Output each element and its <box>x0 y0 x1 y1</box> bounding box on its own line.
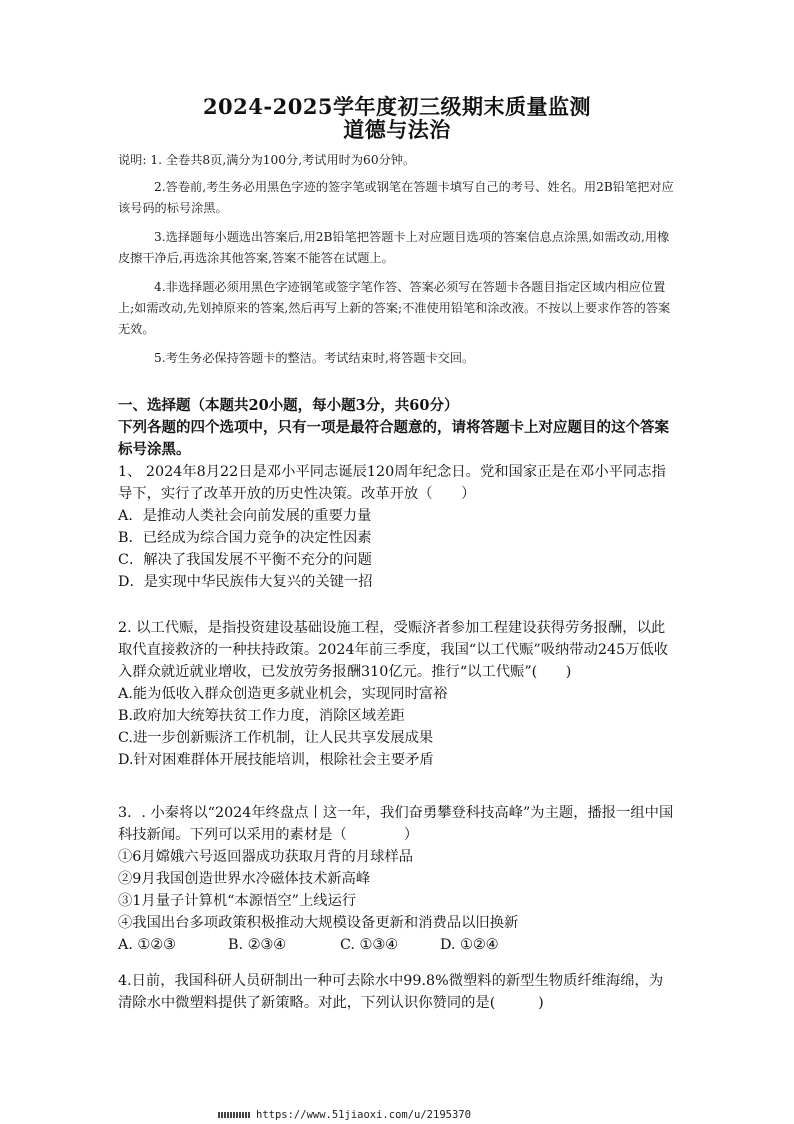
subject-title: 道德与法治 <box>343 117 451 142</box>
option-d: D. ①②④ <box>440 937 499 953</box>
exam-title: 2024-2025学年度初三级期末质量监测 <box>202 94 592 119</box>
question-3 <box>118 802 674 956</box>
option-a: A.能为低收入群众创造更多就业机会，实现同时富裕 <box>118 686 448 702</box>
question-stem: 1、 2024年8月22日是邓小平同志诞辰120周年纪念日。党和国家正是在邓小平同志指导下，实行了改革开放的历史性决策。改革开放（ ） <box>118 464 666 502</box>
note-4: 4.非选择题必须用黑色字迹钢笔或签字笔作答、答案必须写在答题卡各题目指定区域内相应位置上;如需改动,先划掉原来的答案,然后再写上新的答案;不准使用铅笔和涂改液。不按以上要求作答的答案无效。 <box>118 280 671 336</box>
question-stem: 4.日前，我国科研人员研制出一种可去除水中99.8%微塑料的新型生物质纤维海绵，为清除水中微塑料提供了新策略。对此，下列认识你赞同的是( ) <box>118 973 664 1011</box>
note-1: 说明: 1. 全卷共8页,满分为100分,考试用时为60分钟。 <box>118 153 416 167</box>
section-heading: 一、选择题（本题共20小题，每小题3分，共60分） <box>118 397 459 414</box>
question-2 <box>118 617 674 771</box>
instructions-block <box>118 150 678 369</box>
site-logo-icon <box>218 1112 250 1118</box>
option-b: B．已经成为综合国力竞争的决定性因素 <box>118 530 372 546</box>
option-d: D.针对困难群体开展技能培训，根除社会主要矛盾 <box>118 752 434 768</box>
material-item-3: ③1月量子计算机“本源悟空”上线运行 <box>118 893 357 909</box>
option-a: A. ①②③ <box>118 937 176 953</box>
options-row <box>118 934 674 956</box>
material-item-1: ①6月嫦娥六号返回器成功获取月背的月球样品 <box>118 849 414 865</box>
question-stem: 2. 以工代赈，是指投资建设基础设施工程，受赈济者参加工程建设获得劳务报酬，以此取代直接救济的一种扶持政策。2024年前三季度，我国“以工代赈”吸纳带动245万低收入群众就近就业增收，已发放劳务报酬310亿元。推行“以工代赈”( ) <box>118 620 669 680</box>
option-c: C. ①③④ <box>340 937 398 953</box>
note-2: 2.答卷前,考生务必用黑色字迹的签字笔或钢笔在答题卡填写自己的考号、姓名。用2B铅笔把对应该号码的标号涂黑。 <box>118 180 674 215</box>
option-c: C.进一步创新赈济工作机制，让人民共享发展成果 <box>118 730 434 746</box>
material-item-4: ④我国出台多项政策积极推动大规模设备更新和消费品以旧换新 <box>118 915 519 931</box>
option-d: D．是实现中华民族伟大复兴的关键一招 <box>118 574 373 590</box>
option-b: B. ②③④ <box>228 937 287 953</box>
question-4 <box>118 970 674 1014</box>
option-a: A．是推动人类社会向前发展的重要力量 <box>118 508 372 524</box>
material-item-2: ②9月我国创造世界水冷磁体技术新高峰 <box>118 871 371 887</box>
footer <box>218 1109 471 1121</box>
question-stem: 3．. 小秦将以“2024年终盘点丨这一年，我们奋勇攀登科技高峰”为主题，播报一组中国科技新闻。下列可以采用的素材是（ ） <box>118 805 674 843</box>
note-5: 5.考生务必保持答题卡的整洁。考试结束时,将答题卡交回。 <box>154 351 475 365</box>
question-1 <box>118 461 674 593</box>
footer-url[interactable]: https://www.51jiaoxi.com/u/2195370 <box>256 1109 471 1121</box>
option-b: B.政府加大统筹扶贫工作力度，消除区域差距 <box>118 708 405 724</box>
option-c: C．解决了我国发展不平衡不充分的问题 <box>118 552 372 568</box>
section-instruction: 下列各题的四个选项中，只有一项是最符合题意的，请将答题卡上对应题目的这个答案标号涂黑。 <box>118 419 669 458</box>
note-3: 3.选择题每小题选出答案后,用2B铅笔把答题卡上对应题目选项的答案信息点涂黑,如需改动,用橡皮擦干净后,再选涂其他答案,答案不能答在试题上。 <box>118 230 670 265</box>
